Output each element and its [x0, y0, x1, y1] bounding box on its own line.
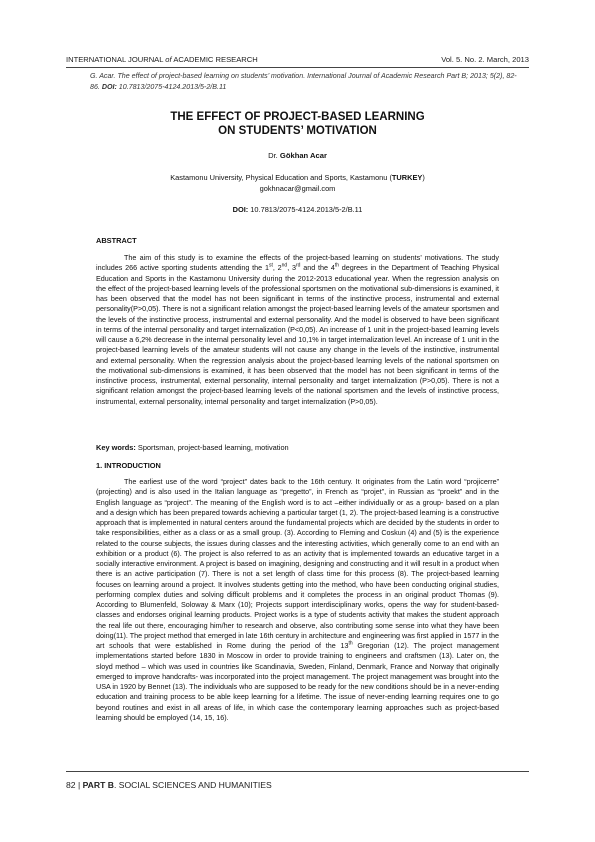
journal-name-prefix: INTERNATIONAL JOURNAL	[66, 55, 166, 64]
header-rule	[66, 67, 529, 68]
intro-text-1: The earliest use of the word “project” dates back to the 16th century. It originates from the Latin word “projicerre” (projecting) and is also used in the Italian language as “pregetto”, in French as “projet”, in Russian as “proekt” and in the English language as “project”. The meaning of the English word is to act –either individually or as a group- based on a plan and a design which has been prepared towards achieving a particular target (1, 2). The project-based learning is a constructive approach that is implemented in natural centers around the fundamental projects which are decided by the students in order to take responsibilities, either as a class or as a small group. (3). According to Fleming and Coskun (4) and (5) is the experience related to the course subjects, the issues during classes and the interesting activities, which generally come to an end with an exhibition or a product (6). The project is also referred to as an activity that is implemented towards an educative target in a socially interactive environment. A project is based on imagining, designing and constructing and it will result in a product when there is an active participation (7). There is not a set length of class time for this process (8). The project-based learning focuses on learning around a project. It involves students getting into the method, who have been conducting original studies, performing complex duties and solving difficult problems and it completes the process in an original product Thomas (9). According to Blumenfeld, Soloway & Marx (10); Projects support interdisciplinary works, opens the way for student-based-classes and endorses original learning products. Project works is a type of students activity that makes the student approach the real life out there, encouraging him/her to research and observe, also contributing some sense into what they have been doing(11). The project method that emerged in late 16th century in architecture and engineering was first applied in 1577 in the art schools that were established in Rome during the period of the 13	[96, 477, 499, 650]
intro-text-2: Gregorian (12). The project management implementations started before 1830 in Moscow in order to provide training to engineers and craftsmen (13). Later on, the sloyd method – which was used in countries like Scandinavia, Sweden, Finland, Denmark, France and Norway that originally emerged to improve handcrafts- was incorporated into the project management. The project management was brought into the USA in 1920 by Bennet (13). The individuals who are supposed to be ready for the new conditions should be in a never-ending education and training process to be able keep learning for a lifetime. The issue of never-ending learning requires one to go beyond routines and exist in all areas of life, in which case the contemporary learning approaches such as project-based learning should be employed (14, 15, 16).	[96, 641, 499, 722]
footer-section: . SOCIAL SCIENCES AND HUMANITIES	[113, 780, 272, 790]
affiliation	[66, 173, 529, 194]
section-heading-introduction: 1. INTRODUCTION	[96, 461, 161, 470]
citation-doi-value: 10.7813/2075-4124.2013/5-2/B.11	[116, 83, 227, 91]
keywords	[96, 443, 289, 452]
title-line-1: THE EFFECT OF PROJECT-BASED LEARNING	[170, 111, 425, 123]
abstract-text-4: and the 4	[300, 263, 335, 273]
citation-doi-label: DOI:	[101, 83, 117, 91]
citation-text: G. Acar. The effect of project-based learning on students’ motivation. International Journal of Academic Research Part B; 2013; 5(2), 82-86.	[90, 72, 517, 91]
page-number: 82 |	[66, 780, 83, 790]
keywords-label: Key words:	[96, 443, 136, 452]
page-footer	[66, 780, 272, 790]
journal-name-suffix: ACADEMIC RESEARCH	[171, 55, 258, 64]
journal-name	[66, 55, 258, 64]
author-prefix: Dr.	[268, 151, 280, 160]
abstract-text-5: degrees in the Department of Teaching Physical Education and Sports in the Kastamonu University during the 2012-2013 educational year. When the regression analysis on the effect of the project-based learning levels of the professional sportsmen on the motivational sub-dimensions is examined, it has been observed that the model has not been significant in terms of the instinctive process, instrumental and external personality(P>0,05). There is not a significant relation amongst the project-based learning levels of the amateur sportsmen and the levels of the instinctive process, instrumental and external personality. And the model is observed to have been significant in terms of the internal personality and target internalization (P<0,05). An increase of 1 unit in the project-based learning levels will cause a 6,2% decrease in the internal personality level and 10,1% in target internalization level. An increase of 1 unit in the project-based learning levels of the amateur students will not cause any change in the levels of the instinctive, instrumental and external personality. When the regression analysis about the project-based learning levels of the national sportsmen on the motivational sub-dimensions is examined, it has been observed that the model has not been significant in terms of the instinctive process, instrumental, external personality, internal personality and target internalization (P>0,05). There is not a significant relation amongst the project-based learning levels of the national sportsmen and the levels of instinctive process, instrumental, external personality, internal personality and target internalization (P>0,05).	[96, 263, 500, 406]
author-name: Gökhan Acar	[279, 151, 327, 160]
ordinal-sup: th	[334, 262, 339, 269]
title-line-2: ON STUDENTS’ MOTIVATION	[218, 125, 377, 137]
abstract-heading: ABSTRACT	[96, 236, 137, 245]
ordinal-sup: rd	[296, 262, 301, 269]
doi-value[interactable]: 10.7813/2075-4124.2013/5-2/B.11	[248, 205, 363, 214]
abstract-text-2: , 2	[272, 263, 282, 273]
affiliation-line	[66, 173, 529, 184]
abstract-paragraph	[96, 253, 499, 407]
footer-rule	[66, 771, 529, 772]
doi	[66, 205, 529, 214]
abstract-text-3: , 3	[287, 263, 297, 273]
introduction-body	[96, 477, 499, 723]
affiliation-close: )	[422, 173, 425, 182]
abstract-text-1: The aim of this study is to examine the effects of the project-based learning on students’ motivations. The study includes 266 active sporting students attending the 1	[96, 253, 499, 273]
intro-paragraph	[96, 477, 499, 723]
keywords-value: Sportsman, project-based learning, motivation	[135, 443, 289, 452]
journal-name-of: of	[165, 55, 172, 64]
running-header	[66, 55, 529, 67]
author	[66, 151, 529, 160]
paper-title	[66, 110, 529, 138]
ordinal-sup: st	[268, 262, 273, 269]
footer-part: PART B	[82, 780, 114, 790]
volume-info: Vol. 5. No. 2. March, 2013	[441, 55, 529, 64]
doi-label: DOI:	[232, 205, 249, 214]
ordinal-sup: th	[348, 640, 353, 647]
abstract-body	[96, 253, 499, 407]
affiliation-text: Kastamonu University, Physical Education and Sports, Kastamonu (	[170, 173, 392, 182]
ordinal-sup: nd	[281, 262, 288, 269]
author-email[interactable]: gokhnacar@gmail.com	[259, 183, 336, 193]
citation	[90, 71, 525, 93]
affiliation-country: TURKEY	[391, 173, 423, 182]
